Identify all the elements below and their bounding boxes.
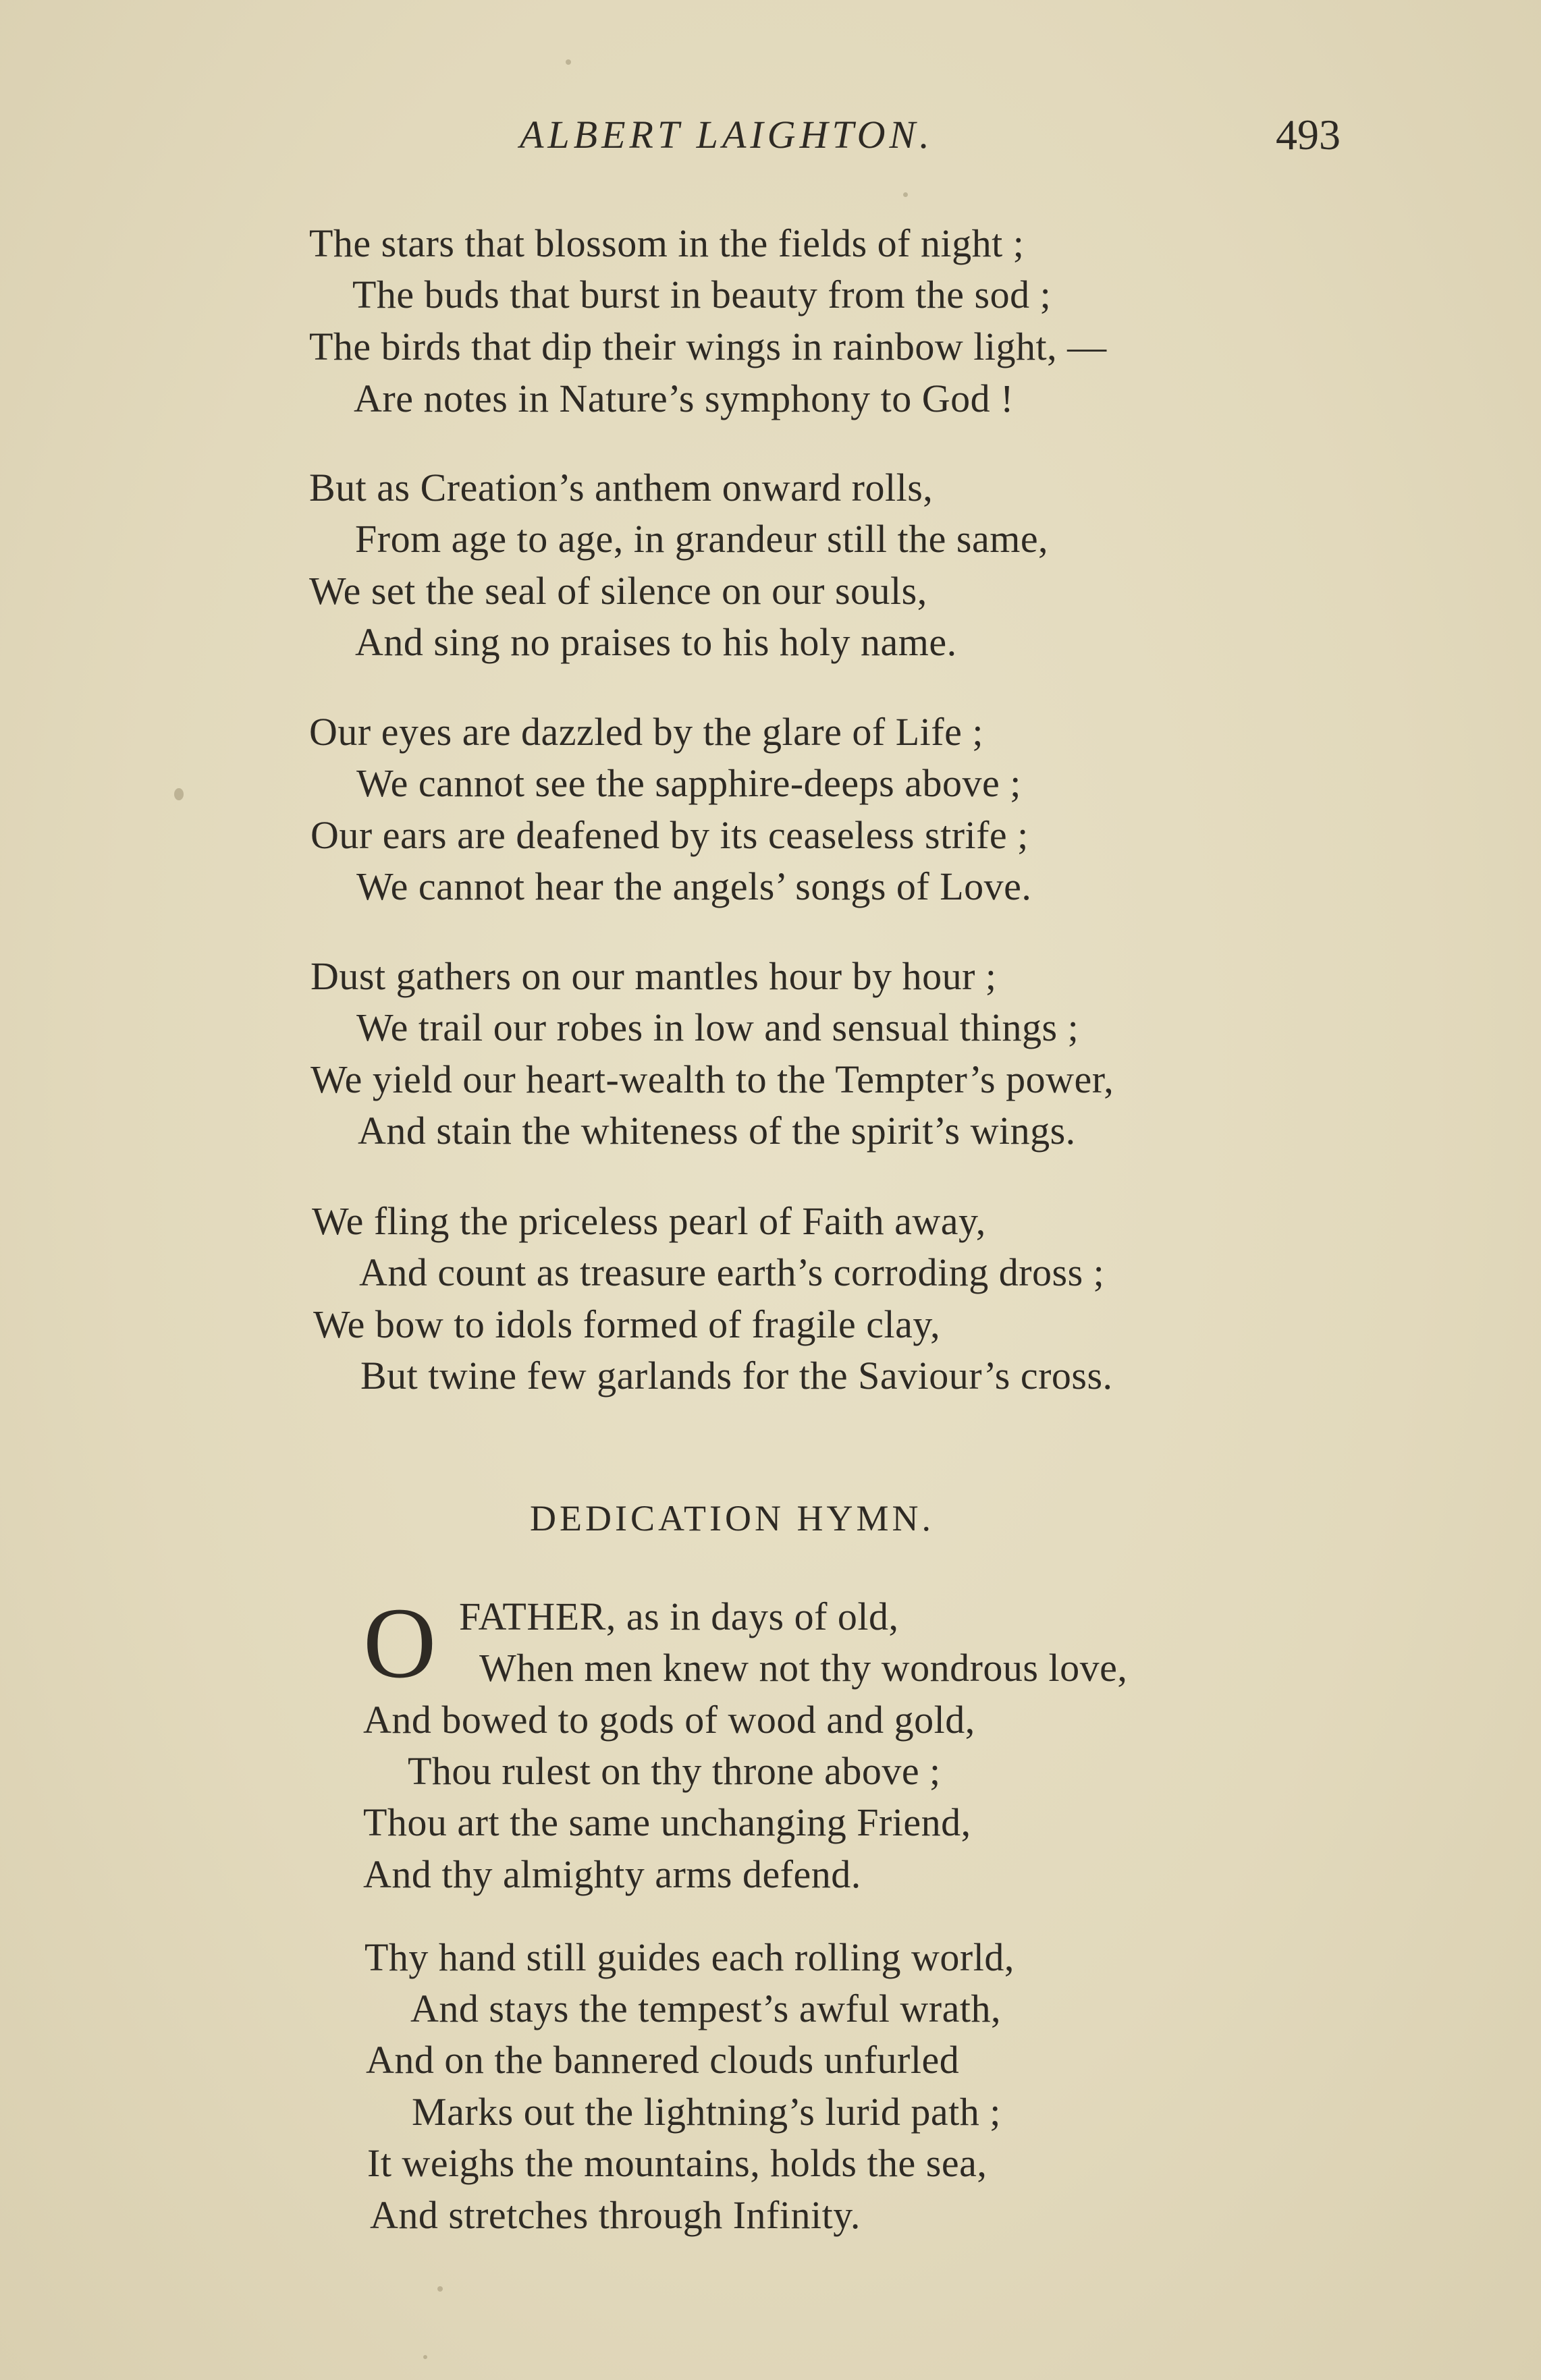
poem-line: Dust gathers on our mantles hour by hour ; [310, 954, 997, 998]
poem-line: We cannot see the sapphire-deeps above ; [356, 761, 1021, 805]
poem-line: It weighs the mountains, holds the sea, [367, 2141, 988, 2185]
poem-line: We cannot hear the angels’ songs of Love. [356, 864, 1032, 908]
poem-line: But twine few garlands for the Saviour’s cross. [360, 1354, 1113, 1397]
poem-line: We fling the priceless pearl of Faith away, [312, 1199, 986, 1243]
poem-line: We set the seal of silence on our souls, [309, 569, 927, 613]
poem-line: And thy almighty arms defend. [363, 1852, 861, 1896]
poem-line: Marks out the lightning’s lurid path ; [412, 2090, 1001, 2134]
poem-line: From age to age, in grandeur still the same, [355, 517, 1049, 561]
poem-line: When men knew not thy wondrous love, [479, 1646, 1128, 1690]
page-number: 493 [1276, 111, 1341, 159]
poem-line: And on the bannered clouds unfurled [366, 2038, 960, 2082]
poem-line: We bow to idols formed of fragile clay, [313, 1302, 941, 1346]
poem-line: We trail our robes in low and sensual things ; [356, 1005, 1079, 1049]
poem-line: And count as treasure earth’s corroding dross ; [359, 1250, 1105, 1294]
poem-line: Are notes in Nature’s symphony to God ! [354, 377, 1014, 420]
paper-speck [903, 192, 908, 197]
running-title: ALBERT LAIGHTON. [520, 113, 934, 157]
poem-line: And stain the whiteness of the spirit’s wings. [358, 1109, 1076, 1153]
drop-cap: O [363, 1587, 437, 1699]
poem-line: And sing no praises to his holy name. [355, 620, 957, 664]
poem-line: Thou art the same unchanging Friend, [363, 1800, 971, 1844]
poem-line: But as Creation’s anthem onward rolls, [309, 466, 934, 509]
poem-line: Our eyes are dazzled by the glare of Life ; [309, 710, 983, 754]
poem-line: FATHER, as in days of old, [459, 1595, 899, 1638]
paper-speck [423, 2355, 427, 2359]
running-head [0, 108, 1541, 162]
poem-line: Our ears are deafened by its ceaseless strife ; [310, 813, 1029, 857]
paper-speck [174, 788, 184, 800]
paper-speck [566, 59, 571, 65]
poem-line: And stays the tempest’s awful wrath, [410, 1987, 1001, 2030]
poem-line: We yield our heart-wealth to the Tempter’s power, [310, 1057, 1114, 1101]
poem-line: And stretches through Infinity. [370, 2193, 861, 2237]
poem-line: The birds that dip their wings in rainbow light, — [309, 325, 1107, 368]
paper-speck [437, 2286, 443, 2292]
poem-line: Thou rulest on thy throne above ; [408, 1749, 941, 1793]
poem-line: And bowed to gods of wood and gold, [363, 1698, 975, 1742]
poem-line: Thy hand still guides each rolling world, [364, 1935, 1015, 1979]
section-title: DEDICATION HYMN. [530, 1498, 934, 1539]
poem-line: The stars that blossom in the fields of night ; [309, 221, 1025, 265]
poem-line: The buds that burst in beauty from the sod ; [352, 273, 1052, 316]
